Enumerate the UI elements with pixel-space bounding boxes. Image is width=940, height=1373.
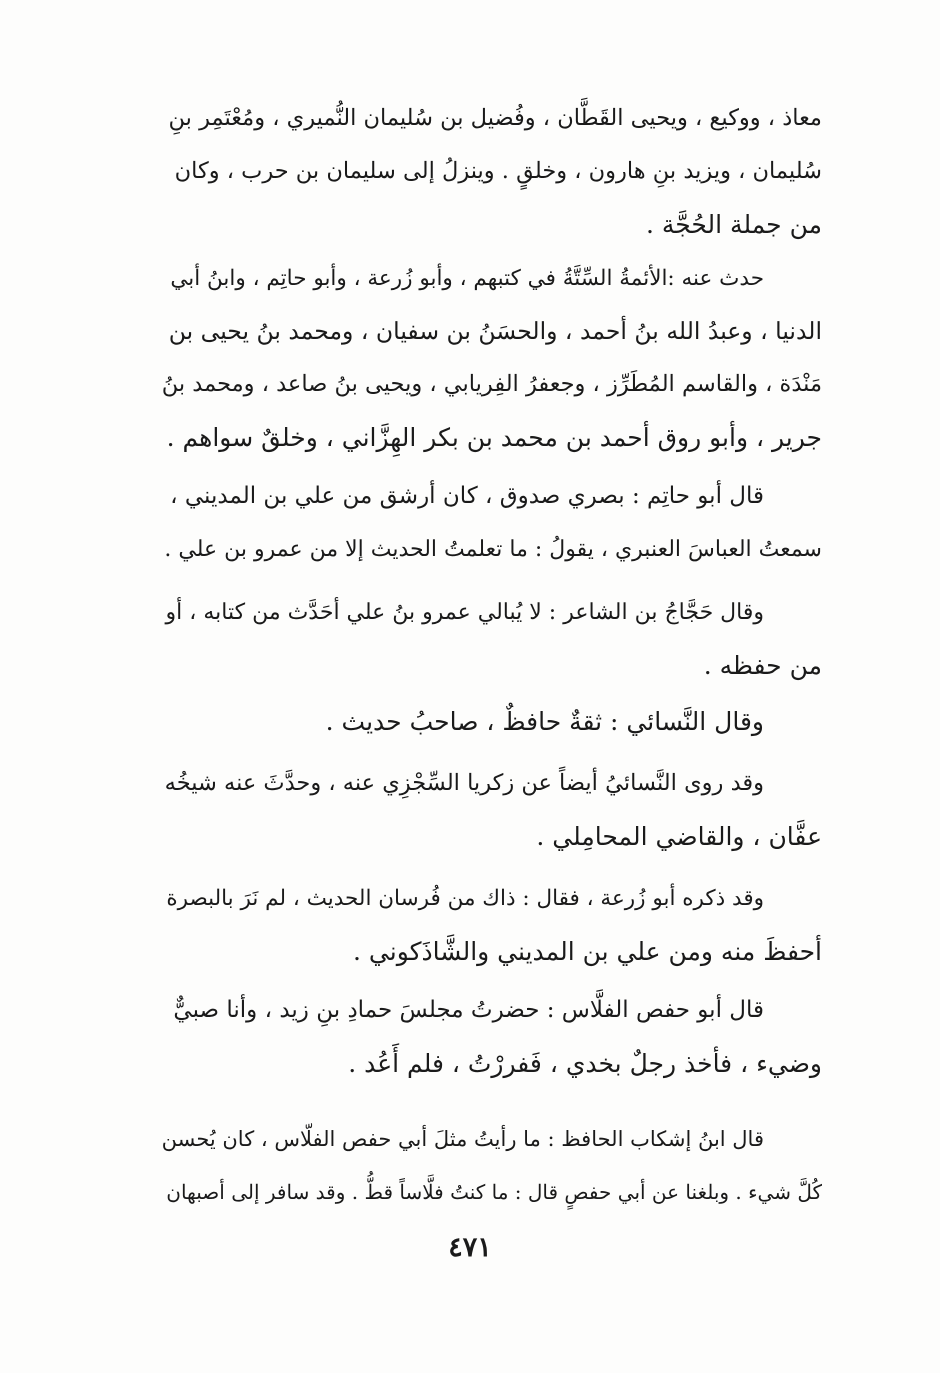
text-line: وضيء ، فأخذ رجلٌ بخدي ، فَفررْتُ ، فلم أَعُد . [348,1049,822,1078]
page-number: ٤٧١ [448,1232,492,1263]
text-line: حدث عنه :الأئمةُ السِّتَّةُ في كتبهم ، وأبو زُرعة ، وأبو حاتِم ، وابنُ أبي [170,266,764,291]
text-line: أحفظَ منه ومن علي بن المديني والشَّاذَكوني . [353,937,822,966]
paragraph-ishkab [162,1113,822,1219]
text-line: وقد روى النَّسائيُ أيضاً عن زكريا السِّجْزِي عنه ، وحدَّثَ عنه شيخُه [164,770,764,796]
paragraph-teachers [162,92,822,251]
paragraph-abu-zura [162,872,822,978]
text-line: وقال النَّسائي : ثقةٌ حافظٌ ، صاحبُ حديث . [325,707,764,736]
text-line: مَنْدَة ، والقاسم المُطَرِّز ، وجعفرُ الفِريابي ، ويحيى بنُ صاعد ، ومحمد بنُ [162,371,822,397]
text-line: الدنيا ، وعبدُ الله بنُ أحمد ، والحسَنُ بن سفيان ، ومحمد بنُ يحيى بن [168,317,822,345]
paragraph-fallas [162,984,822,1090]
text-line: وقد ذكره أبو زُرعة ، فقال : ذاك من فُرسان الحديث ، لم نَرَ بالبصرة [166,886,764,911]
text-line: قال أبو حاتِم : بصري صدوق ، كان أرشق من علي بن المديني ، [170,483,764,509]
paragraph-nasai [162,695,822,748]
paragraph-nasai-narration [162,757,822,863]
paragraph-abu-hatim [162,470,822,576]
text-line: جرير ، وأبو روق أحمد بن محمد بن بكر الهِزَّاني ، وخلقٌ سواهم . [166,423,822,452]
text-line: من جملة الحُجَّة . [645,210,822,239]
paragraph-hajjaj [162,586,822,692]
text-line: قال ابنُ إشكاب الحافظ : ما رأيتُ مثلَ أبي حفص الفلّاس ، كان يُحسن [162,1127,764,1151]
text-line: عفَّان ، والقاضي المحامِلي . [536,822,822,851]
text-line: وقال حَجَّاجُ بن الشاعر : لا يُبالي عمرو بنُ علي أحَدَّث من كتابه ، أو [165,600,764,625]
text-line: سُليمان ، ويزيد بنِ هارون ، وخلقٍ . وينزلُ إلى سليمان بن حرب ، وكان [174,158,822,184]
text-line: كُلَّ شيء . وبلغنا عن أبي حفصٍ قال : ما كنتُ فلَّاساً قطُّ . وقد سافر إلى أصبهان [166,1180,822,1204]
text-line: سمعتُ العباسَ العنبري ، يقولُ : ما تعلمتُ الحديث إلا من عمرو بن علي . [164,537,822,562]
text-line: معاذ ، ووكيع ، ويحيى القَطَّان ، وفُضيل بن سُليمان النُّميري ، ومُعْتَمِر بنِ [168,105,822,131]
text-line: من حفظه . [703,651,822,680]
paragraph-students [162,252,822,464]
text-line: قال أبو حفص الفلَّاس : حضرتُ مجلسَ حمادِ بنِ زيد ، وأنا صبيٌّ [173,997,764,1023]
